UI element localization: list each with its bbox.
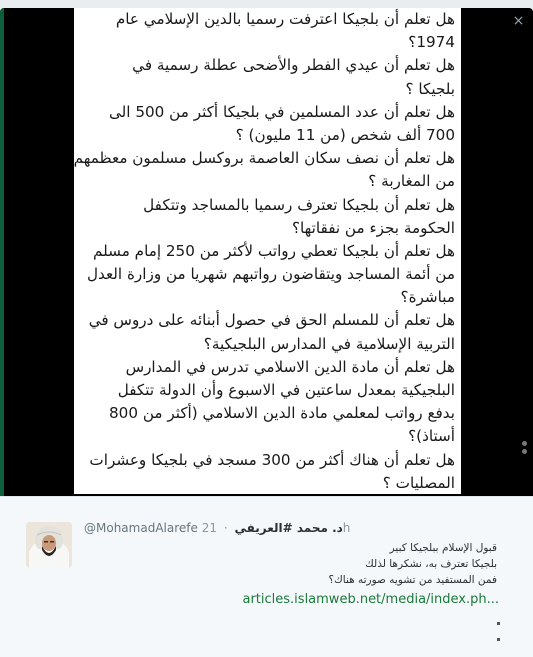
- image-text-line: البلجيكية بمعدل ساعتين في الاسبوع وأن الدولة تتكفل: [117, 381, 455, 399]
- separator: ·: [223, 521, 228, 535]
- tweet-header: [84, 519, 351, 537]
- trailing-dot: [497, 622, 500, 625]
- pager-dots[interactable]: [522, 438, 527, 457]
- tweet-text-line: فمن المستفيد من تشويه صورته هناك؟: [328, 574, 497, 586]
- image-text-line: بدفع رواتب لمعلمي مادة الدين الاسلامي (أكثر من 800: [109, 404, 455, 423]
- image-text-line: هل تعلم أن هناك أكثر من 300 مسجد في بلجيكا وعشرات: [89, 450, 455, 469]
- tweet-text-line: بلجيكا تعترف به، نشكرها لذلك: [365, 558, 497, 570]
- image-text-line: هل تعلم أن بلجيكا تعطي رواتب لأكثر من 250 إمام مسلم: [93, 241, 455, 260]
- close-icon[interactable]: ×: [512, 13, 525, 29]
- image-text-line: 1974؟: [408, 33, 455, 52]
- background-sliver: [0, 8, 4, 496]
- image-text-line: المصليات ؟: [382, 473, 455, 492]
- top-bar: [0, 0, 533, 8]
- tweet-link[interactable]: articles.islamweb.net/media/index.ph...: [242, 592, 499, 607]
- image-text-line: 700 ألف شخص (من 11 مليون) ؟: [235, 125, 455, 144]
- display-name[interactable]: د. محمد #العريفي: [234, 521, 343, 535]
- image-text-line: هل تعلم أن عيدي الفطر والأضحى عطلة رسمية في: [132, 56, 455, 75]
- image-text-line: بلجيكا ؟: [405, 79, 455, 98]
- timestamp[interactable]: 21h: [201, 521, 351, 535]
- tweet-text-line: قبول الإسلام ببلجيكا كبير: [389, 542, 497, 554]
- image-text-line: هل تعلم أن للمسلم الحق في حصول أبنائه على دروس في: [88, 311, 455, 330]
- user-handle[interactable]: @MohamadAlarefe: [84, 521, 198, 535]
- image-text-line: هل تعلم أن نصف سكان العاصمة بروكسل مسلمون معظمهم: [74, 149, 455, 168]
- image-text-line: مباشرة؟: [400, 288, 455, 307]
- image-text-line: التربية الإسلامية في المدارس البلجيكية؟: [203, 334, 455, 353]
- image-text-line: هل تعلم أن بلجيكا تعترف رسميا بالمساجد وتتكفل: [143, 195, 455, 214]
- image-text-line: هل تعلم أن مادة الدين الاسلامي تدرس في المدارس: [125, 357, 455, 376]
- avatar[interactable]: [26, 522, 72, 568]
- tweet-text: [77, 540, 497, 588]
- image-text-line: من المغاربة ؟: [368, 172, 455, 191]
- image-text-block: [74, 8, 455, 494]
- media-image[interactable]: [74, 8, 461, 494]
- image-text-line: أستاذ)؟: [408, 427, 455, 446]
- image-text-line: الحكومة بجزء من نفقاتها؟: [291, 218, 455, 237]
- image-text-line: هل تعلم أن عدد المسلمين في بلجيكا أكثر من 500 الى: [109, 102, 455, 121]
- image-text-line: من أئمة المساجد ويتقاضون رواتبهم شهريا من وزارة العدل: [86, 265, 455, 284]
- image-text-line: هل تعلم أن بلجيكا اعترفت رسميا بالدين الإسلامي عام: [115, 10, 455, 28]
- pager-dot: [522, 441, 527, 446]
- trailing-dot: [497, 638, 500, 641]
- pager-dot: [522, 449, 527, 454]
